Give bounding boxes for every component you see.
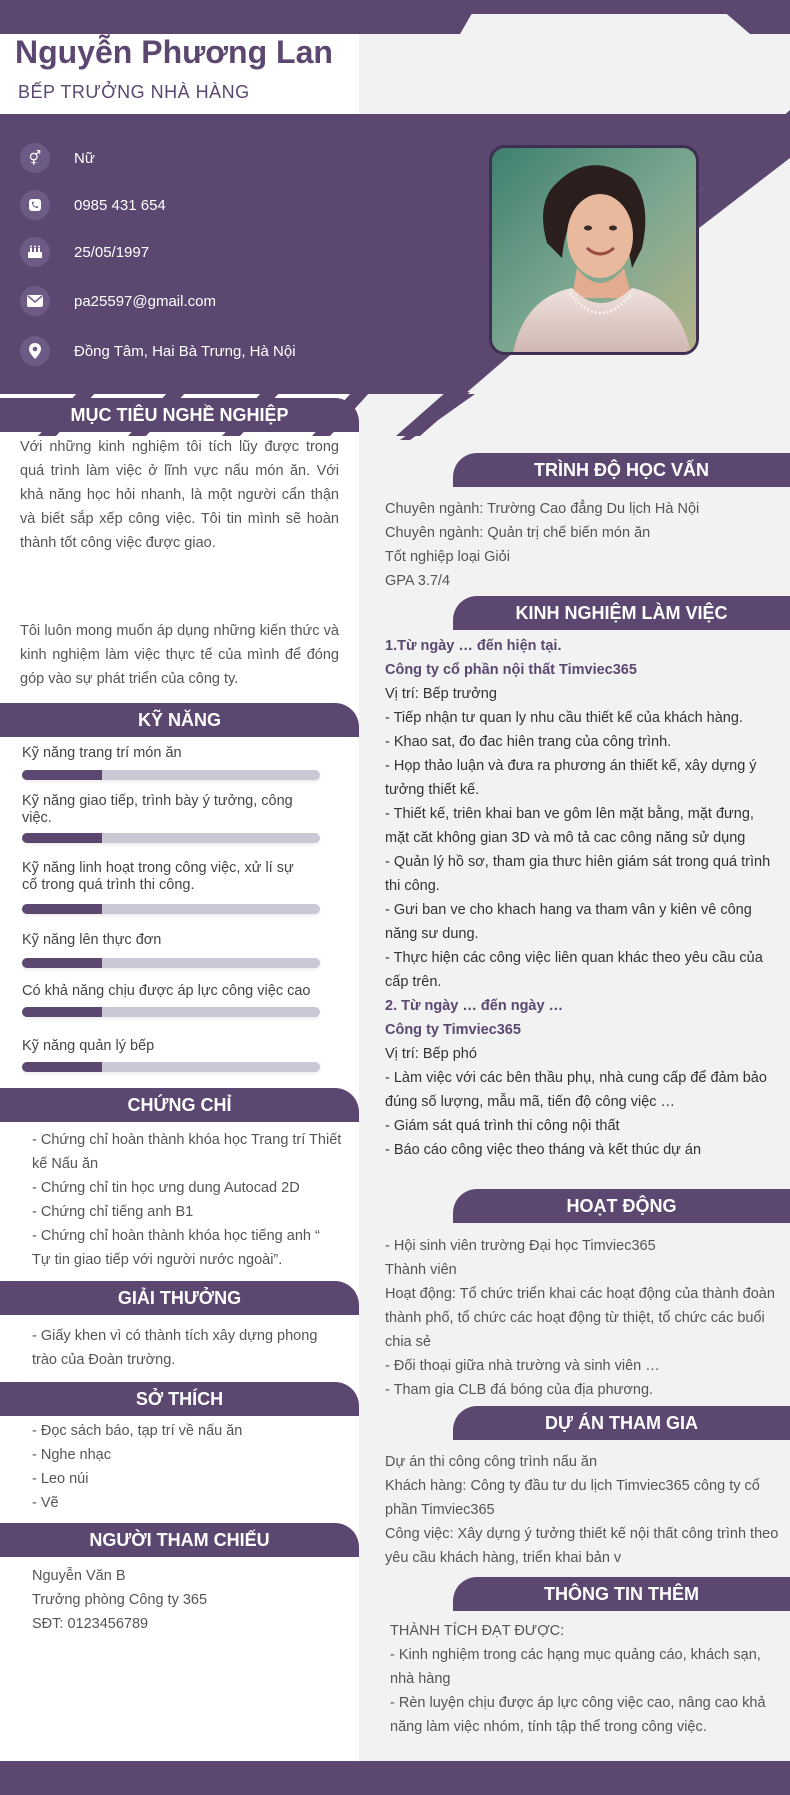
reference-line: Trưởng phòng Công ty 365: [32, 1592, 208, 1608]
extra-line: THÀNH TÍCH ĐẠT ĐƯỢC:: [390, 1623, 565, 1639]
skill-label: Kỹ năng quản lý bếp: [22, 1038, 155, 1054]
skill-bar: [22, 904, 320, 914]
job-task: - Giám sát quá trình thi công nội thất: [385, 1118, 620, 1134]
job-task: - Quản lý hồ sơ, tham gia thưc hiên giám sát trong quá trình thi công.: [385, 854, 771, 894]
skill-label: Kỹ năng trang trí món ăn: [22, 745, 182, 761]
skill-bar: [22, 1062, 320, 1072]
project-line: Dự án thi công công trình nấu ăn: [385, 1454, 598, 1470]
skill-label: Có khả năng chịu được áp lực công việc cao: [22, 983, 311, 999]
job-task: - Làm việc với các bên thầu phụ, nhà cung cấp để đảm bảo đúng số lượng, mẫu mã, tiến độ công việc …: [385, 1070, 767, 1110]
certificates-list: [32, 1128, 342, 1272]
objective-text-1: Với những kinh nghiệm tôi tích lũy được trong quá trình làm việc ở lĩnh vực nấu món ăn. Với khả năng học hỏi nhanh, là một người cẩn thận và biết sắp xếp công việc. Tôi tin mình sẽ hoàn thành tốt công việc được giao.: [20, 439, 339, 551]
education-line: GPA 3.7/4: [385, 573, 451, 589]
projects-heading: [453, 1406, 790, 1440]
experience-list: [385, 634, 780, 1162]
contact-birthday: [20, 237, 149, 267]
phone-icon: [20, 190, 50, 220]
skills-heading: [0, 703, 359, 737]
skill-bar: [22, 833, 320, 843]
job-company: Công ty Timviec365: [385, 1022, 521, 1038]
profile-photo: [489, 145, 699, 355]
education-line: Tốt nghiệp loại Giỏi: [385, 549, 510, 565]
activity-line: Thành viên: [385, 1262, 457, 1278]
award-item: - Giấy khen vì có thành tích xây dựng phong trào của Đoàn trường.: [32, 1328, 318, 1368]
job-task: - Thiết kế, triên khai ban ve gôm lên mặt bằng, mặt đưng, mặt căt không gian 3D và mô tả cac công năng sử dụng: [385, 806, 754, 846]
references-list: [32, 1564, 342, 1636]
extra-line: - Rèn luyện chịu được áp lực công việc cao, nâng cao khả năng làm việc nhóm, tính tập thể trong công việc.: [390, 1695, 766, 1735]
skill-bar: [22, 958, 320, 968]
experience-heading: [453, 596, 790, 630]
location-pin-icon: [20, 336, 50, 366]
education-heading-label: TRÌNH ĐỘ HỌC VẤN: [534, 459, 709, 480]
reference-line: SĐT: 0123456789: [32, 1616, 149, 1632]
references-heading: [0, 1523, 359, 1557]
experience-heading-label: KINH NGHIỆM LÀM VIỆC: [515, 602, 728, 623]
education-list: [385, 497, 780, 593]
job-task: - Họp thảo luận và đưa ra phương án thiết kế, xây dựng ý tưởng thiết kế.: [385, 758, 757, 798]
certificate-item: - Chứng chỉ hoàn thành khóa học Trang trí Thiết kế Nấu ăn: [32, 1132, 342, 1172]
skill-label: Kỹ năng lên thực đơn: [22, 932, 162, 948]
activities-list: [385, 1234, 780, 1402]
awards-heading: [0, 1281, 359, 1315]
skill-bar-fill: [22, 1062, 102, 1072]
extra-line: - Kinh nghiệm trong các hạng mục quảng cáo, khách sạn, nhà hàng: [390, 1647, 761, 1687]
hobbies-list: [32, 1419, 342, 1515]
objective-heading: [0, 398, 359, 432]
skill-bar-fill: [22, 1007, 102, 1017]
contact-address: [20, 336, 296, 366]
contact-gender-text: Nữ: [74, 149, 95, 167]
candidate-name: Nguyễn Phương Lan: [15, 34, 333, 70]
email-icon: [20, 286, 50, 316]
skill-label: Kỹ năng linh hoạt trong công việc, xử lí sự cố trong quá trình thi công.: [22, 860, 294, 893]
project-line: Công việc: Xây dựng ý tưởng thiết kế nội thất công trình theo yêu cầu khách hàng, triển khai bản v: [385, 1526, 779, 1566]
certificates-heading: [0, 1088, 359, 1122]
awards-heading-label: GIẢI THƯỞNG: [117, 1287, 242, 1308]
contact-phone: [20, 190, 166, 220]
skill-bar: [22, 770, 320, 780]
job-period: 2. Từ ngày … đến ngày …: [385, 998, 564, 1014]
hobbies-heading-label: SỞ THÍCH: [135, 1388, 224, 1409]
activities-heading: [453, 1189, 790, 1223]
bottom-band: [0, 1761, 790, 1795]
activity-line: - Hội sinh viên trường Đại học Timviec365: [385, 1238, 656, 1254]
extra-info-heading-label: THÔNG TIN THÊM: [544, 1583, 699, 1604]
job-company: Công ty cổ phần nội thất Timviec365: [385, 662, 637, 678]
job-task: - Gưi ban ve cho khach hang va tham vân y kiên vê công năng sư dung.: [385, 902, 752, 942]
hobby-item: - Leo núi: [32, 1471, 89, 1487]
job-role: Vị trí: Bếp trưởng: [385, 686, 497, 702]
objective-heading-label: MỤC TIÊU NGHỀ NGHIỆP: [70, 404, 289, 425]
education-line: Chuyên ngành: Trường Cao đẳng Du lịch Hà Nội: [385, 501, 700, 517]
certificate-item: - Chứng chỉ tin học ưng dung Autocad 2D: [32, 1180, 300, 1196]
project-line: Khách hàng: Công ty đầu tư du lịch Timviec365 công ty cổ phần Timviec365: [385, 1478, 760, 1518]
gender-icon: ⚥: [20, 143, 50, 173]
contact-address-text: Đồng Tâm, Hai Bà Trưng, Hà Nội: [74, 342, 296, 360]
contact-email-text: pa25597@gmail.com: [74, 292, 216, 310]
job-task: - Khao sat, đo đac hiên trang của công trình.: [385, 734, 672, 750]
hobby-item: - Đọc sách báo, tạp trí về nấu ăn: [32, 1423, 243, 1439]
contact-gender: [20, 143, 95, 173]
hobbies-heading: [0, 1382, 359, 1416]
objective-text-2: Tôi luôn mong muốn áp dụng những kiến thức và kinh nghiệm làm việc thực tế của mình để đóng góp vào sự phát triển của công ty.: [20, 623, 339, 687]
certificates-heading-label: CHỨNG CHỈ: [127, 1094, 232, 1115]
education-line: Chuyên ngành: Quản trị chế biến món ăn: [385, 525, 651, 541]
skill-bar-fill: [22, 770, 102, 780]
skills-heading-label: KỸ NĂNG: [137, 709, 221, 730]
reference-line: Nguyễn Văn B: [32, 1568, 126, 1584]
contact-birthday-text: 25/05/1997: [74, 243, 150, 261]
skill-label: Kỹ năng giao tiếp, trình bày ý tưởng, công việc.: [22, 793, 293, 826]
activity-line: Hoạt động: Tổ chức triển khai các hoạt động của thành đoàn thành phố, tổ chức các hoạt động từ thiệt, tổ chức các buổi chia sẻ: [385, 1286, 775, 1350]
activities-heading-label: HOẠT ĐỘNG: [566, 1195, 677, 1216]
contact-phone-text: 0985 431 654: [74, 196, 166, 214]
birthday-cake-icon: [20, 237, 50, 267]
activity-line: - Đối thoại giữa nhà trường và sinh viên …: [385, 1358, 660, 1374]
job-task: - Tiếp nhận tư quan ly nhu cầu thiết kế của khách hàng.: [385, 710, 743, 726]
certificate-item: - Chứng chỉ hoàn thành khóa học tiếng anh “ Tự tin giao tiếp với người nước ngoài”.: [32, 1228, 320, 1268]
skill-bar-fill: [22, 833, 102, 843]
job-task: - Báo cáo công việc theo tháng và kết thúc dự án: [385, 1142, 702, 1158]
activity-line: - Tham gia CLB đá bóng của địa phương.: [385, 1382, 654, 1398]
hobby-item: - Nghe nhạc: [32, 1447, 111, 1463]
extra-info-list: [390, 1619, 780, 1739]
education-heading: [453, 453, 790, 487]
job-title: BẾP TRƯỞNG NHÀ HÀNG: [18, 82, 250, 102]
references-heading-label: NGƯỜI THAM CHIẾU: [89, 1529, 270, 1550]
projects-list: [385, 1450, 780, 1570]
certificate-item: - Chứng chỉ tiếng anh B1: [32, 1204, 194, 1220]
top-notch: [460, 14, 750, 34]
job-task: - Thực hiện các công việc liên quan khác theo yêu cầu của cấp trên.: [385, 950, 763, 990]
skill-bar-fill: [22, 904, 102, 914]
skill-bar-fill: [22, 958, 102, 968]
awards-list: [32, 1324, 342, 1372]
skill-bar: [22, 1007, 320, 1017]
extra-info-heading: [453, 1577, 790, 1611]
contact-email: [20, 286, 216, 316]
hobby-item: - Vẽ: [32, 1495, 59, 1511]
job-period: 1.Từ ngày … đến hiện tại.: [385, 638, 562, 654]
projects-heading-label: DỰ ÁN THAM GIA: [545, 1412, 698, 1433]
job-role: Vị trí: Bếp phó: [385, 1046, 477, 1062]
